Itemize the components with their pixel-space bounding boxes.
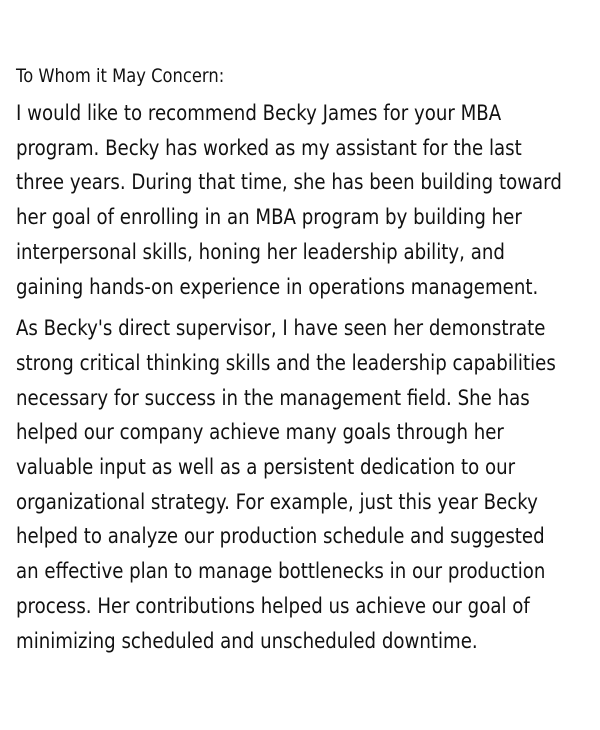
text-line: necessary for success in the management field. She has	[16, 385, 530, 410]
text-line: helped our company achieve many goals through her	[16, 420, 504, 445]
text-line: minimizing scheduled and unscheduled downtime.	[16, 628, 478, 653]
text-line: three years. During that time, she has been building toward	[16, 170, 562, 195]
text-line: process. Her contributions helped us achieve our goal of	[16, 593, 530, 618]
paragraph-2	[16, 311, 596, 658]
text-line: program. Becky has worked as my assistant for the last	[16, 135, 522, 160]
text-line: her goal of enrolling in an MBA program by building her	[16, 205, 522, 230]
text-line: gaining hands-on experience in operations management.	[16, 274, 539, 299]
text-line: organizational strategy. For example, just this year Becky	[16, 489, 538, 514]
text-line: helped to analyze our production schedule and suggested	[16, 524, 545, 549]
paragraph-1	[16, 96, 596, 304]
salutation: To Whom it May Concern:	[16, 65, 225, 87]
text-line: strong critical thinking skills and the leadership capabilities	[16, 350, 556, 375]
text-line: interpersonal skills, honing her leadership ability, and	[16, 239, 505, 264]
text-line: As Becky's direct supervisor, I have seen her demonstrate	[16, 316, 546, 341]
text-line: I would like to recommend Becky James for your MBA	[16, 101, 502, 125]
letter-body	[16, 60, 596, 665]
text-line: valuable input as well as a persistent dedication to our	[16, 455, 516, 480]
text-line: an effective plan to manage bottlenecks in our production	[16, 559, 546, 584]
